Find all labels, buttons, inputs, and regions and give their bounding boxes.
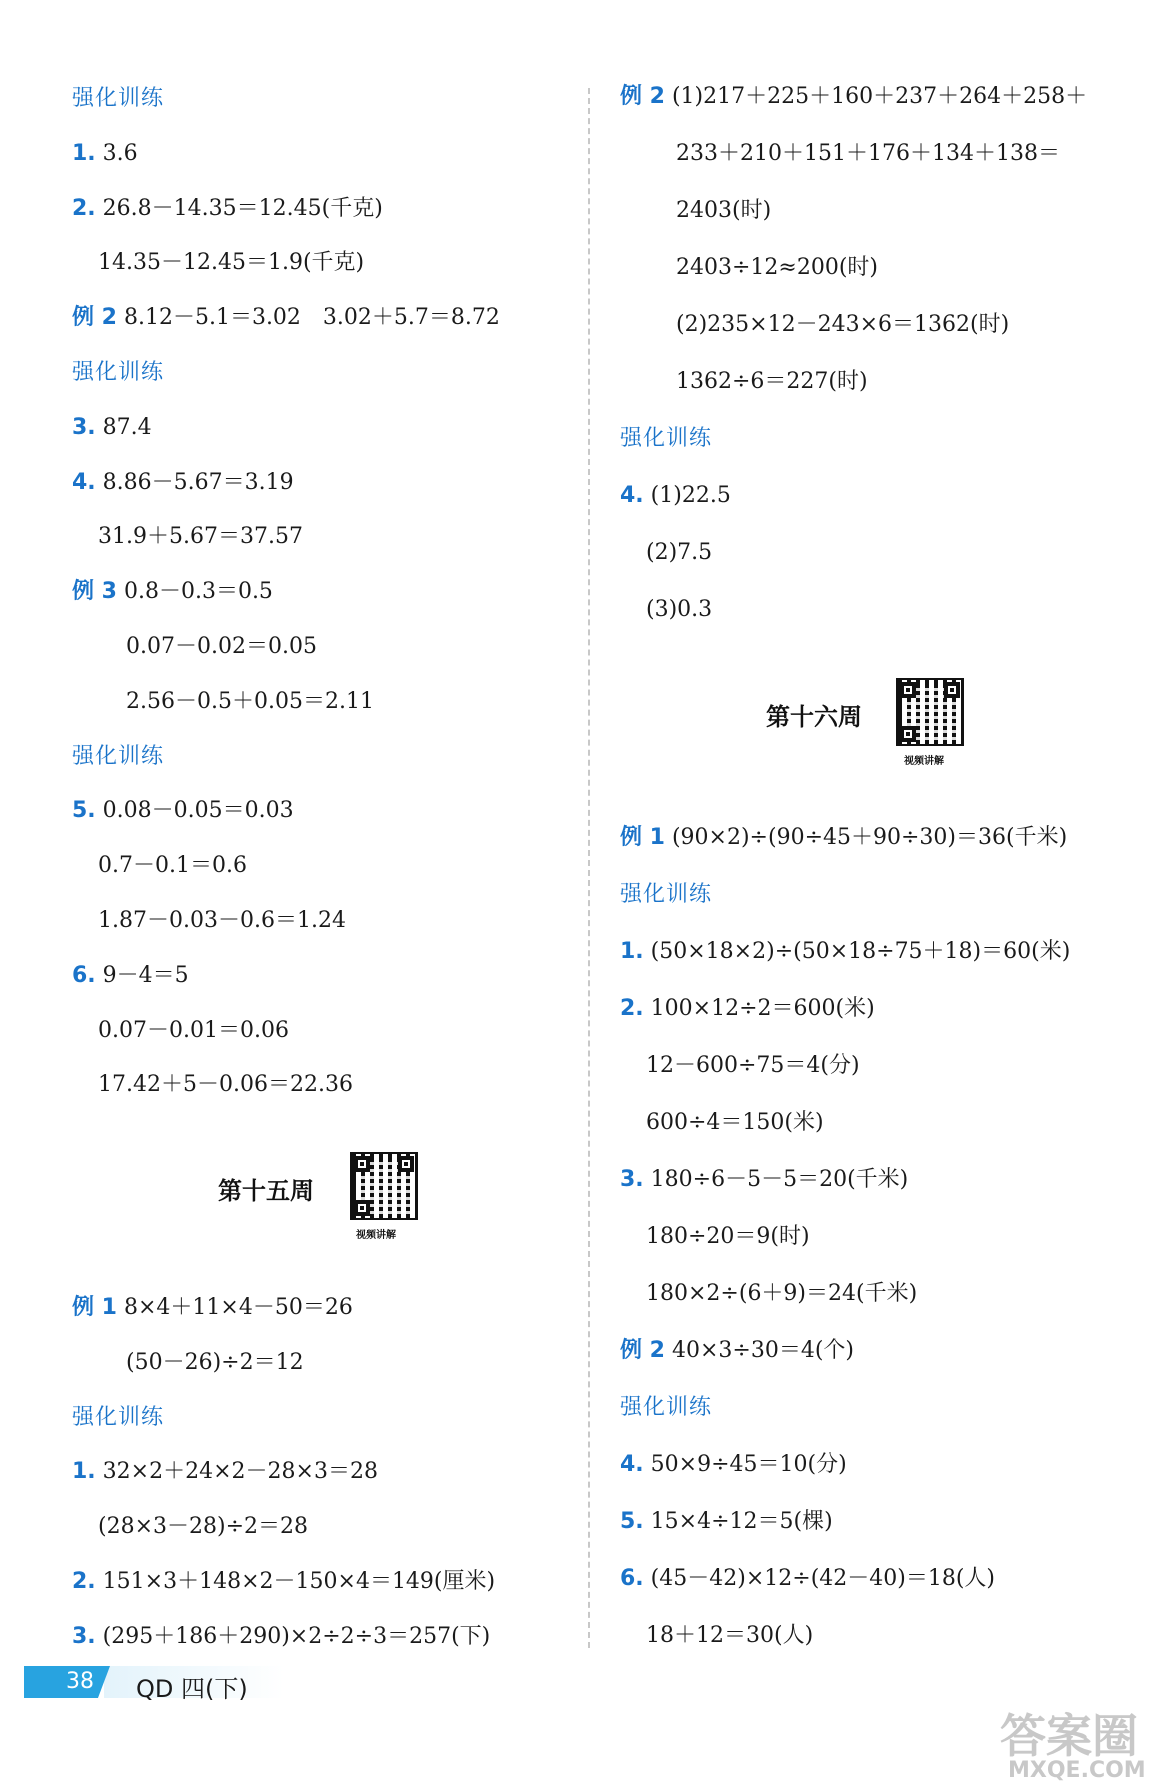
item-label: 3.	[72, 1623, 96, 1649]
answer-line	[72, 961, 189, 991]
item-text: 2.56－0.5＋0.05＝2.11	[126, 688, 374, 714]
item-text: 0.8－0.3＝0.5	[123, 579, 273, 605]
item-text: 233＋210＋151＋176＋134＋138＝	[676, 141, 1060, 166]
item-text: 12－600÷75＝4(分)	[646, 1053, 860, 1078]
item-text: 8.86－5.67＝3.19	[102, 469, 294, 495]
item-label: 5.	[72, 798, 96, 824]
item-label: 4.	[72, 469, 96, 495]
item-text: (28×3－28)÷2＝28	[98, 1514, 309, 1540]
item-text: (3)0.3	[646, 597, 713, 622]
section-heading: 强化训练	[620, 426, 713, 451]
item-text: 50×9÷45＝10(分)	[650, 1452, 847, 1477]
item-text: (295＋186＋290)×2÷2÷3＝257(下)	[102, 1623, 491, 1649]
item-label: 5.	[620, 1509, 644, 1534]
answer-line	[126, 687, 374, 717]
answer-line	[72, 796, 294, 826]
answer-line	[620, 481, 731, 511]
answer-line	[646, 1222, 810, 1252]
answer-line	[98, 851, 247, 881]
answer-line	[126, 1348, 304, 1378]
answer-line	[72, 303, 500, 333]
answer-line	[646, 1279, 917, 1309]
week-16-title: 第十六周	[766, 703, 862, 731]
section-heading: 强化训练	[72, 1404, 165, 1430]
item-label: 6.	[620, 1566, 644, 1591]
answer-line	[72, 1622, 490, 1652]
item-label: 例 2	[72, 305, 117, 331]
answer-line	[620, 1564, 995, 1594]
answer-line	[646, 1108, 824, 1138]
item-text: 31.9＋5.67＝37.57	[98, 524, 303, 550]
answer-line	[620, 823, 1067, 853]
answer-line	[676, 310, 1009, 340]
answer-line	[620, 1165, 908, 1195]
answer-line	[98, 1016, 289, 1046]
item-label: 6.	[72, 962, 96, 988]
item-text: (2)235×12－243×6＝1362(时)	[676, 312, 1010, 337]
item-text: (50×18×2)÷(50×18÷75＋18)＝60(米)	[650, 939, 1071, 964]
answer-line	[646, 1051, 860, 1081]
answer-line	[98, 248, 364, 278]
section-heading: 强化训练	[72, 86, 165, 111]
item-text: 100×12÷2＝600(米)	[650, 996, 875, 1021]
section-heading: 强化训练	[72, 743, 165, 769]
answer-line	[126, 632, 317, 662]
item-text: 18＋12＝30(人)	[646, 1623, 814, 1648]
answer-line	[620, 1507, 833, 1537]
answer-line	[98, 1512, 308, 1542]
item-text: 2403÷12≈200(时)	[676, 255, 879, 280]
item-text: 3.6	[102, 140, 138, 166]
item-text: 0.7－0.1＝0.6	[98, 853, 247, 879]
item-label: 4.	[620, 483, 644, 508]
item-text: 2403(时)	[676, 198, 772, 223]
answer-line	[72, 1293, 353, 1323]
item-label: 1.	[72, 1459, 96, 1485]
watermark-url: MXQE.COM	[1008, 1758, 1146, 1783]
section-heading: 强化训练	[620, 882, 713, 907]
answer-line	[72, 1567, 495, 1597]
item-label: 1.	[72, 140, 96, 166]
item-label: 3.	[72, 414, 96, 440]
item-text: 40×3÷30＝4(个)	[671, 1338, 854, 1363]
answer-line	[676, 253, 878, 283]
item-text: 8×4＋11×4－50＝26	[123, 1295, 353, 1320]
qr-caption: 视频讲解	[356, 1230, 396, 1241]
answer-line	[98, 522, 303, 552]
item-text: 180÷6－5－5＝20(千米)	[650, 1167, 909, 1192]
item-text: 0.08－0.05＝0.03	[102, 798, 294, 824]
answer-line	[72, 577, 273, 607]
item-text: 15×4÷12＝5(棵)	[650, 1509, 833, 1534]
item-label: 2.	[620, 996, 644, 1021]
item-text: 0.07－0.01＝0.06	[98, 1017, 289, 1043]
answer-line	[72, 194, 383, 224]
answer-line	[646, 1621, 813, 1651]
answer-line	[676, 367, 868, 397]
edition-label: QD 四(下)	[136, 1675, 248, 1703]
answer-line	[72, 468, 294, 498]
week-15-title: 第十五周	[218, 1177, 314, 1205]
item-text: 17.42＋5－0.06＝22.36	[98, 1072, 353, 1098]
item-label: 1.	[620, 939, 644, 964]
item-text: 1362÷6＝227(时)	[676, 369, 868, 394]
item-text: 87.4	[102, 414, 152, 440]
item-label: 3.	[620, 1167, 644, 1192]
answer-line	[646, 595, 712, 625]
answer-line	[676, 139, 1060, 169]
section-heading: 强化训练	[620, 1395, 713, 1420]
answer-line	[98, 906, 346, 936]
column-divider	[588, 88, 590, 1648]
item-text: 32×2＋24×2－28×3＝28	[102, 1459, 378, 1485]
item-label: 2.	[72, 195, 96, 221]
item-text: 600÷4＝150(米)	[646, 1110, 824, 1135]
item-text: 8.12－5.1＝3.02 3.02＋5.7＝8.72	[123, 305, 500, 331]
answer-line	[620, 994, 875, 1024]
item-text: (1)217＋225＋160＋237＋264＋258＋	[671, 84, 1088, 109]
item-text: (90×2)÷(90÷45＋90÷30)＝36(千米)	[671, 825, 1068, 850]
answer-line	[72, 1457, 378, 1487]
qr-code-icon[interactable]	[896, 678, 964, 746]
item-label: 例 1	[72, 1295, 117, 1320]
answer-line	[620, 82, 1087, 112]
qr-caption: 视频讲解	[904, 756, 944, 767]
answer-line	[620, 937, 1070, 967]
answer-line	[98, 1070, 353, 1100]
item-label: 例 1	[620, 825, 665, 850]
page-number: 38	[66, 1669, 94, 1694]
item-label: 例 3	[72, 579, 117, 605]
item-text: 180÷20＝9(时)	[646, 1224, 810, 1249]
item-text: 9－4＝5	[102, 962, 189, 988]
item-label: 例 2	[620, 1338, 665, 1363]
item-text: 1.87－0.03－0.6＝1.24	[98, 908, 346, 933]
item-text: 26.8－14.35＝12.45(千克)	[102, 195, 383, 221]
item-label: 4.	[620, 1452, 644, 1477]
item-text: (1)22.5	[650, 483, 731, 508]
section-heading: 强化训练	[72, 360, 165, 385]
item-text: (50－26)÷2＝12	[126, 1349, 304, 1375]
item-text: 14.35－12.45＝1.9(千克)	[98, 250, 365, 276]
item-text: (2)7.5	[646, 540, 713, 565]
answer-line	[646, 538, 712, 568]
answer-line	[676, 196, 771, 226]
item-text: 151×3＋148×2－150×4＝149(厘米)	[102, 1569, 496, 1594]
watermark-text: 答案圈	[1000, 1709, 1138, 1763]
item-text: 180×2÷(6＋9)＝24(千米)	[646, 1281, 918, 1306]
item-label: 2.	[72, 1569, 96, 1594]
watermark-logo	[1000, 1700, 1160, 1788]
item-label: 例 2	[620, 84, 665, 109]
answer-line	[620, 1336, 854, 1366]
item-text: 0.07－0.02＝0.05	[126, 634, 317, 659]
answer-line	[620, 1450, 847, 1480]
qr-code-icon[interactable]	[350, 1152, 418, 1220]
answer-line	[72, 139, 138, 169]
item-text: (45－42)×12÷(42－40)＝18(人)	[650, 1566, 996, 1591]
answer-line	[72, 413, 152, 443]
